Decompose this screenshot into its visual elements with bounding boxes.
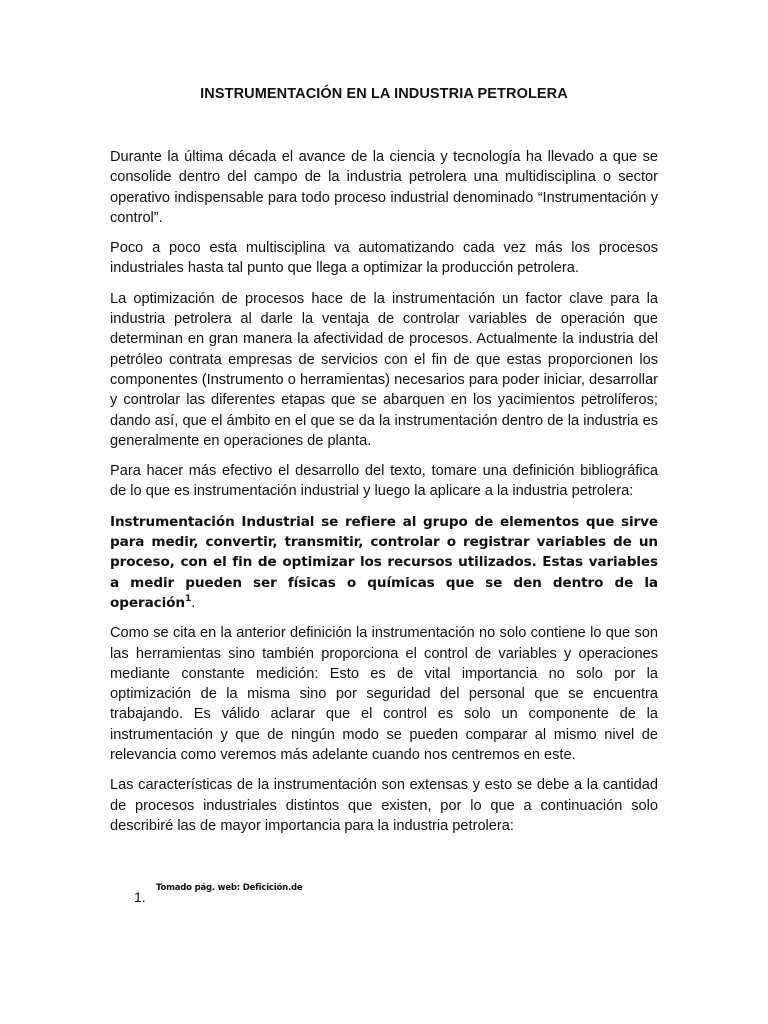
footnote-reference: 1: [185, 593, 192, 604]
definition-end: .: [191, 594, 196, 611]
footnote: [134, 883, 302, 905]
paragraph-1: Durante la última década el avance de la ciencia y tecnología ha llevado a que se consolide dentro del campo de la industria petrolera una multidisciplina o sector operativo indispensable para todo proceso industrial denominado “Instrumentación y control”.: [110, 149, 658, 226]
footnote-number: 1.: [134, 889, 146, 905]
document-body: [110, 147, 658, 846]
paragraph-4: Para hacer más efectivo el desarrollo del texto, tomare una definición bibliográfica de lo que es instrumentación industrial y luego la aplicare a la industria petrolera:: [110, 463, 658, 500]
paragraph-2: Poco a poco esta multisciplina va automatizando cada vez más los procesos industriales hasta tal punto que llega a optimizar la producción petrolera.: [110, 240, 658, 277]
definition-text: Instrumentación Industrial se refiere al grupo de elementos que sirve para medir, convertir, transmitir, controlar o registrar variables de un proceso, con el fin de optimizar los recursos utilizados. Estas variables a medir pueden ser físicas o químicas que se den dentro de la operación: [110, 513, 658, 611]
definition-paragraph: [110, 512, 658, 613]
paragraph-5: Como se cita en la anterior definición la instrumentación no solo contiene lo que son las herramientas sino también proporciona el control de variables y operaciones mediante constante medición: Esto es de vital importancia no solo por la optimización de la misma sino por seguridad del personal que se encuentra trabajando. Es válido aclarar que el control es solo un componente de la instrumentación y que de ningún modo se pueden comparar al mismo nivel de relevancia como veremos más adelante cuando nos centremos en este.: [110, 625, 658, 764]
paragraph-6: Las características de la instrumentación son extensas y esto se debe a la cantidad de procesos industriales distintos que existen, por lo que a continuación solo describiré las de mayor importancia para la industria petrolera:: [110, 777, 658, 834]
footnote-text: Tomado pág. web: Deficición.de: [156, 883, 303, 893]
paragraph-3: La optimización de procesos hace de la instrumentación un factor clave para la industria petrolera al darle la ventaja de controlar variables de operación que determinan en gran manera la afectividad de procesos. Actualmente la industria del petróleo contrata empresas de servicios con el fin de que estas proporcionen los componentes (Instrumento o herramientas) necesarios para poder iniciar, desarrollar y controlar las diferentes etapas que se abarquen en los yacimientos petrolíferos; dando así, que el ámbito en el que se da la instrumentación dentro de la industria es generalmente en operaciones de planta.: [110, 290, 658, 449]
page-title: INSTRUMENTACIÓN EN LA INDUSTRIA PETROLERA: [200, 86, 568, 102]
